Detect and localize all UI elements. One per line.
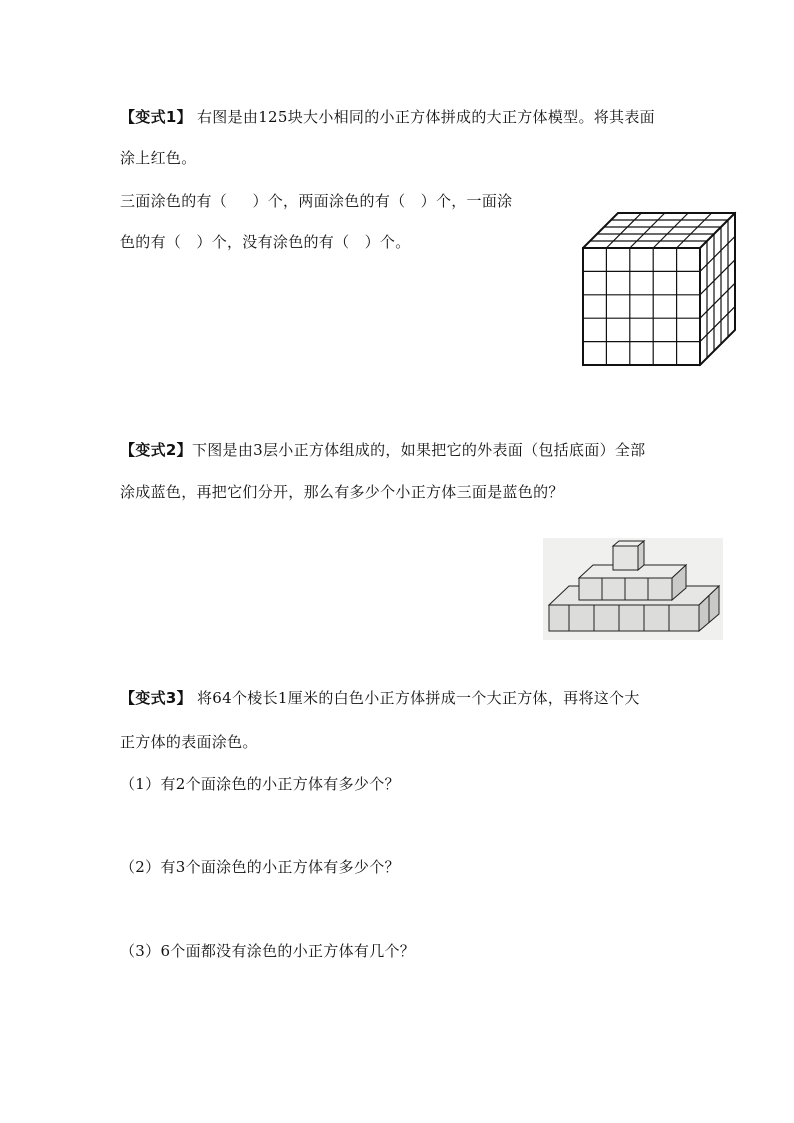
problem3-line2: 正方体的表面涂色。 <box>120 733 258 751</box>
problem3-line1 <box>120 688 640 708</box>
problem3-question2: （2）有3个面涂色的小正方体有多少个？ <box>120 858 400 876</box>
problem1-line3: 三面涂色的有（ ）个，两面涂色的有（ ）个，一面涂 <box>120 192 513 210</box>
problem3-question1: （1）有2个面涂色的小正方体有多少个？ <box>120 775 400 793</box>
problem1-tag: 【变式1】 <box>120 108 192 126</box>
problem2-tag: 【变式2】 <box>120 441 192 459</box>
problem3-text1: 将64个棱长1厘米的白色小正方体拼成一个大正方体，再将这个大 <box>191 689 640 707</box>
problem2-line1 <box>120 440 645 460</box>
problem1-line4: 色的有（ ）个，没有涂色的有（ ）个。 <box>120 233 411 251</box>
problem1-text1: 右图是由125块大小相同的小正方体拼成的大正方体模型。将其表面 <box>191 108 655 126</box>
cube-figure <box>578 208 740 372</box>
problem2-line2: 涂成蓝色，再把它们分开，那么有多少个小正方体三面是蓝色的？ <box>120 483 564 501</box>
problem3-tag: 【变式3】 <box>120 689 192 707</box>
problem1-line2: 涂上红色。 <box>120 149 197 167</box>
problem2-text1: 下图是由3层小正方体组成的，如果把它的外表面（包括底面）全部 <box>191 441 646 459</box>
problem3-question3: （3）6个面都没有涂色的小正方体有几个？ <box>120 942 416 960</box>
problem1-line1 <box>120 107 655 127</box>
pyramid-figure <box>543 538 723 640</box>
